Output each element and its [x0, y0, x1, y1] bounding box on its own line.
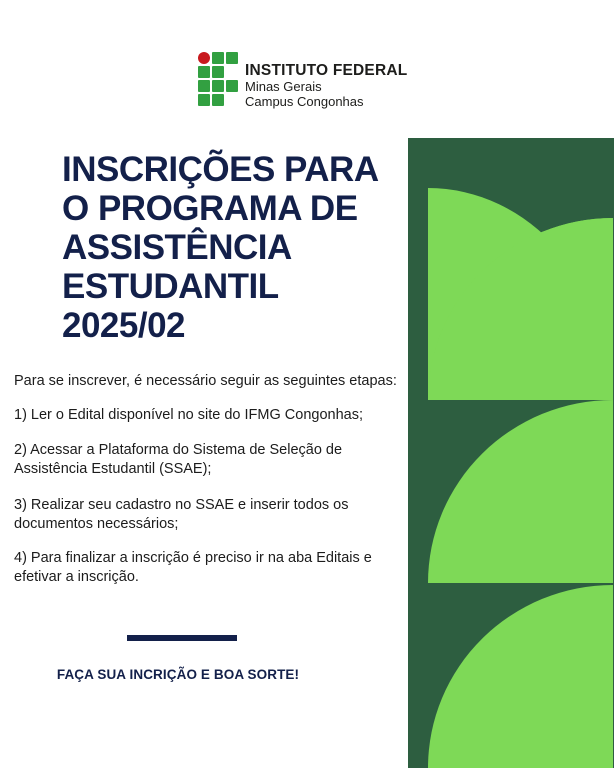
step-line: efetivar a inscrição.	[14, 569, 139, 585]
logo-text	[245, 63, 407, 109]
step-line: documentos necessários;	[14, 516, 179, 532]
title-line: ESTUDANTIL	[62, 267, 279, 306]
step-line: 3) Realizar seu cadastro no SSAE e inserir todos os	[14, 497, 349, 513]
step-4	[14, 549, 394, 587]
logo-subtitle-campus: Campus Congonhas	[245, 94, 364, 109]
title-line: O PROGRAMA DE	[62, 189, 358, 228]
logo-subtitle-state: Minas Gerais	[245, 79, 322, 94]
call-to-action: FAÇA SUA INCRIÇÃO E BOA SORTE!	[56, 667, 300, 682]
divider-bar	[127, 635, 237, 641]
intro-text: Para se inscrever, é necessário seguir as seguintes etapas:	[14, 373, 397, 389]
step-3	[14, 496, 394, 534]
title-line: INSCRIÇÕES PARA	[62, 150, 379, 189]
step-2	[14, 441, 394, 479]
step-line: 4) Para finalizar a inscrição é preciso ir na aba Editais e	[14, 550, 372, 566]
step-1	[14, 406, 363, 425]
title-line: 2025/02	[62, 306, 186, 345]
page-title	[62, 150, 402, 345]
decorative-green-panel	[408, 138, 614, 768]
step-line: 2) Acessar a Plataforma do Sistema de Seleção de	[14, 442, 343, 458]
logo-title: INSTITUTO FEDERAL	[245, 62, 408, 79]
step-line: Assistência Estudantil (SSAE);	[14, 461, 212, 477]
step-line: 1) Ler o Edital disponível no site do IFMG Congonhas;	[14, 407, 363, 423]
ifmg-logo	[198, 52, 410, 112]
logo-grid-icon	[198, 52, 240, 108]
title-line: ASSISTÊNCIA	[62, 228, 292, 267]
